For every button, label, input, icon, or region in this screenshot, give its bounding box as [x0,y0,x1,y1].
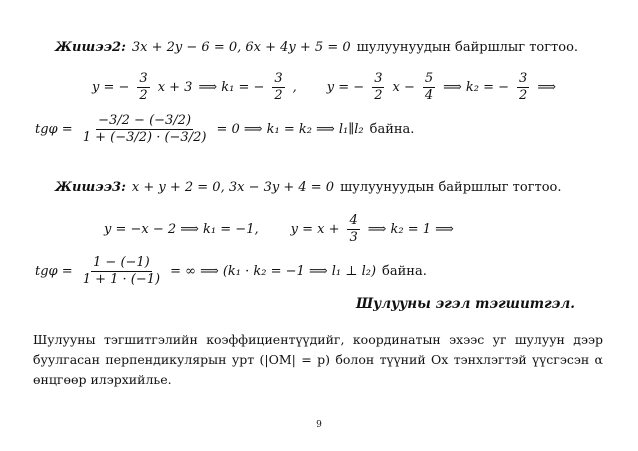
eq-part: tgφ = [35,263,73,279]
fraction: $\frac{3}{2}$ [139,71,148,103]
example3-label: Жишээ3: [55,180,126,195]
example3-slopes [104,214,454,244]
eq-part: y = − [92,79,130,95]
eq-part: ⟹ [537,79,556,95]
eq-part: y = − [326,79,365,95]
eq-part: tgφ = [35,121,73,137]
section-heading-row [356,296,575,312]
fraction: $\frac{-3/2 - (-3/2)}{1 + (-3/2) \cdot (-3/2)}$ [82,113,207,145]
example2-slopes [92,72,556,102]
example3-statement [55,180,561,195]
eq-part: , [292,79,297,95]
eq-part: x − [392,79,415,95]
example2-equations: 3x + 2y − 6 = 0, 6x + 4y + 5 = 0 [131,40,351,55]
eq-word: байна. [369,121,415,137]
example2-task: шулуунуудын байршлыг тогтоо. [356,40,579,55]
section-heading: Шулууны эгэл тэгшитгэл. [356,296,575,312]
body-paragraph: Шулууны тэгшитгэлийн коэффициентүүдийг, координатын эхээс уг шулуун дээр буулгасан перпендикулярын урт (|OM| = p) болон түүний Ox тэнхлэгтэй үүсгэсэн α өнцгөөр илэрхийлье. [33,332,603,387]
eq-part: ⟹ k₁ = − [198,79,265,95]
eq-part: x + 3 [157,79,193,95]
example2-statement [55,40,578,55]
example3-task: шулуунуудын байршлыг тогтоо. [340,180,562,195]
eq-part: = ∞ ⟹ (k₁ · k₂ = −1 ⟹ l₁ ⊥ l₂) [170,263,377,279]
example2-angle [35,114,414,144]
example3-angle [35,256,427,286]
eq-part: y = x + [290,221,340,237]
eq-part: ⟹ k₂ = − [443,79,510,95]
example3-equations: x + y + 2 = 0, 3x − 3y + 4 = 0 [131,180,335,195]
fraction: $\frac{3}{2}$ [374,71,383,103]
fraction: $\frac{4}{3}$ [349,213,358,245]
eq-word: байна. [382,263,427,279]
fraction: $\frac{1 - (-1)}{1 + 1 \cdot (-1)}$ [82,255,161,287]
example2-label: Жишээ2: [55,40,126,55]
eq-part: y = −x − 2 ⟹ k₁ = −1, [104,221,259,237]
fraction: $\frac{3}{2}$ [519,71,528,103]
page-number: 9 [316,420,322,430]
fraction: $\frac{3}{2}$ [274,71,283,103]
eq-part: ⟹ k₂ = 1 ⟹ [367,221,454,237]
fraction: $\frac{5}{4}$ [424,71,434,103]
eq-part: = 0 ⟹ k₁ = k₂ ⟹ l₁∥l₂ [216,121,364,137]
